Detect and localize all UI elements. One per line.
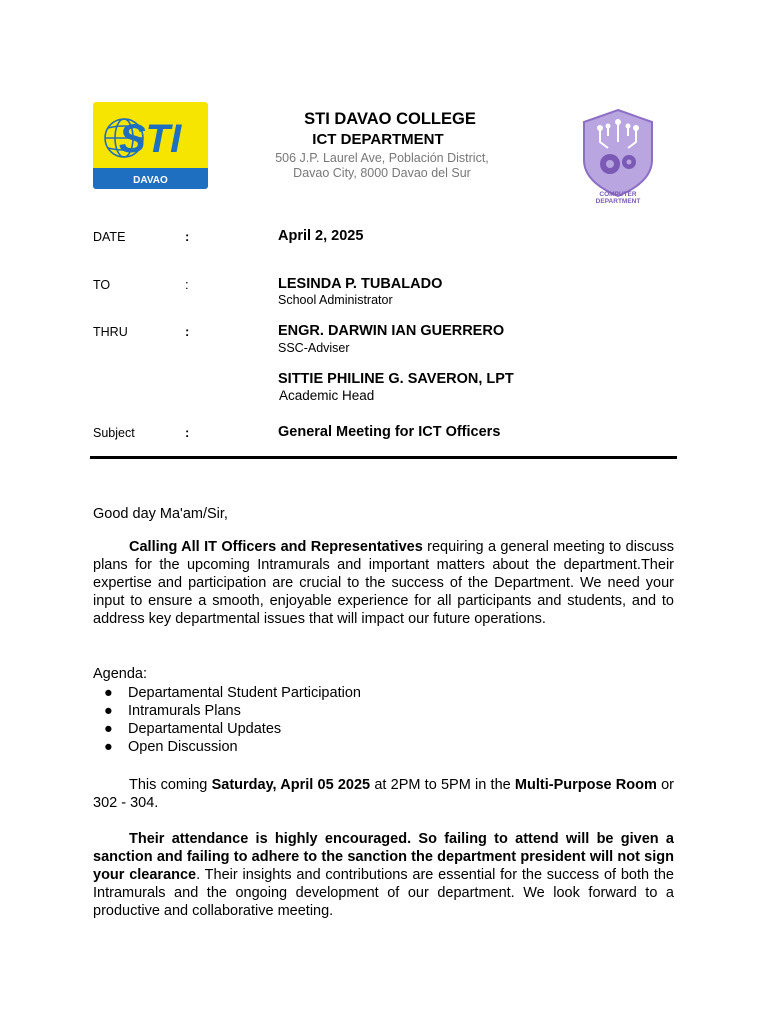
attendance-bold-1: Their attendance is highly encouraged [129,831,408,847]
header-divider [90,456,677,459]
attendance-bold-2: . So failing to attend will be given a sanction and failing to adhere to the sanction the department president will not sign your clearance [93,831,674,883]
college-name: STI DAVAO COLLEGE [304,110,476,128]
greeting: Good day Ma'am/Sir, [93,506,228,522]
dept-logo-text-1: COMPUTER [599,191,637,198]
agenda-item: ● Open Discussion [104,739,238,755]
address-line-2: Davao City, 8000 Davao del Sur [293,166,471,180]
bullet: ● [104,721,113,737]
sti-logo-text: STI [119,117,182,161]
agenda-item: ● Departamental Updates [104,721,282,737]
schedule-venue: Multi-Purpose Room [514,777,657,793]
computer-department-logo [580,108,656,204]
intro-text: requiring a general meeting to discuss plans for the upcoming Intramurals and important matters about the department.Their expertise and participation are crucial to the success of the Department. We need your input to ensure a smooth, enjoyable experience for all participants and students, and to address key departmental issues that will impact our future operations. [93,539,674,627]
bullet: ● [104,739,113,755]
date-value: April 2, 2025 [278,228,364,244]
schedule-date: Saturday, April 05 2025 [211,777,371,793]
subject-value: General Meeting for ICT Officers [278,424,501,440]
department-name: ICT DEPARTMENT [312,131,444,148]
agenda-item: ● Departamental Student Participation [104,685,361,701]
to-name: LESINDA P. TUBALADO [278,276,443,292]
bullet: ● [104,685,113,701]
agenda-label: Agenda: [93,666,148,682]
thru1-title: SSC-Adviser [278,341,350,355]
date-label: DATE [93,230,126,244]
dept-logo-text-2: DEPARTMENT [595,198,641,204]
thru2-title: Academic Head [279,388,375,403]
sti-logo [93,102,208,189]
date-colon: : [185,229,190,244]
subject-colon: : [185,425,190,440]
subject-label: Subject [93,426,135,440]
to-colon: : [185,277,189,292]
bullet: ● [104,703,113,719]
paragraph-schedule: This coming Saturday, April 05 2025 at 2PM to 5PM in the Multi-Purpose Room or 302 - 304. [93,777,675,811]
thru1-name: ENGR. DARWIN IAN GUERRERO [278,323,505,339]
paragraph-intro [93,538,674,628]
thru2-name: SITTIE PHILINE G. SAVERON, LPT [278,371,514,387]
paragraph-attendance [93,830,674,920]
thru-label: THRU [93,325,128,339]
agenda-list [93,684,674,756]
to-title: School Administrator [278,293,393,307]
address-line-1: 506 J.P. Laurel Ave, Población District, [275,151,489,165]
intro-bold: Calling All IT Officers and Representatives [129,539,423,555]
thru-colon: : [185,324,190,339]
to-label: TO [93,278,111,292]
sti-logo-subtext: DAVAO [133,175,168,186]
agenda-item: ● Intramurals Plans [104,703,241,719]
attendance-text: . Their insights and contributions are essential for the success of both the Intramurals and the ongoing development of our department. We look forward to a productive and collaborative meeting. [93,867,674,919]
